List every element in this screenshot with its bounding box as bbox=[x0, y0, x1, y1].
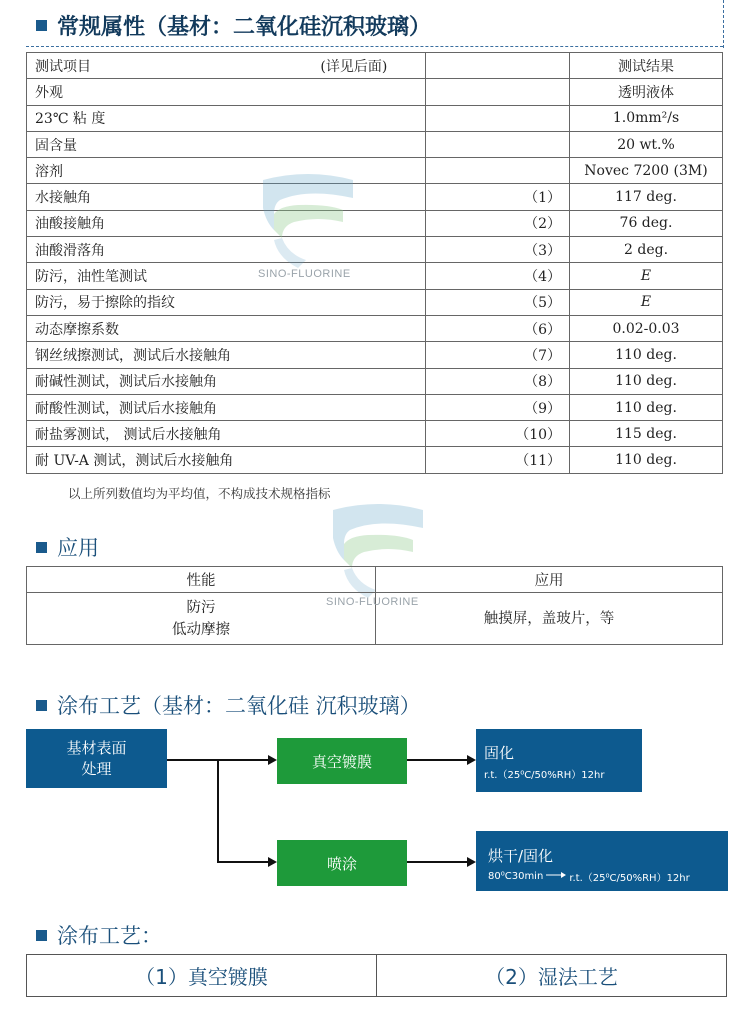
process-option-wet: （2）湿法工艺 bbox=[485, 965, 618, 989]
property-name-cell: 防污，易于擦除的指纹 bbox=[27, 289, 426, 315]
header-ref-cell bbox=[426, 53, 570, 79]
property-result-cell: 76 deg. bbox=[570, 210, 723, 236]
flow-connector bbox=[217, 759, 219, 863]
property-name-cell: 耐盐雾测试， 测试后水接触角 bbox=[27, 421, 426, 447]
coating-flow-title bbox=[36, 690, 421, 720]
table-row bbox=[27, 158, 723, 184]
table-row bbox=[27, 289, 723, 315]
table-row bbox=[27, 447, 723, 473]
header-dashed-divider bbox=[723, 0, 724, 48]
application-performance-cell bbox=[27, 593, 376, 645]
flow-bake-title: 烘干/固化 bbox=[488, 847, 554, 865]
flow-start-line2: 处理 bbox=[81, 759, 112, 778]
flow-cure-title: 固化 bbox=[484, 744, 515, 762]
property-ref-cell: （10） bbox=[426, 421, 570, 447]
property-name-cell: 动态摩擦系数 bbox=[27, 315, 426, 341]
property-ref-cell: （11） bbox=[426, 447, 570, 473]
general-properties-title bbox=[36, 10, 431, 41]
property-ref-cell: （1） bbox=[426, 184, 570, 210]
table-row bbox=[27, 263, 723, 289]
property-ref-cell: （4） bbox=[426, 263, 570, 289]
flow-connector bbox=[167, 759, 273, 761]
process-options-table bbox=[26, 954, 727, 997]
section-bullet-icon bbox=[36, 542, 47, 553]
flow-spray-box: 喷涂 bbox=[277, 840, 407, 886]
header-test-result: 测试结果 bbox=[570, 53, 723, 79]
flow-connector bbox=[217, 861, 273, 863]
values-note: 以上所列数值均为平均值，不构成技术规格指标 bbox=[68, 486, 331, 501]
property-result-cell: 115 deg. bbox=[570, 421, 723, 447]
flow-bake-detail: 80⁰C30min r.t.（25⁰C/50%RH）12hr bbox=[488, 871, 690, 884]
property-result-cell: 2 deg. bbox=[570, 237, 723, 263]
watermark-text: SINO-FLUORINE bbox=[258, 268, 351, 280]
property-ref-cell bbox=[426, 79, 570, 105]
table-row bbox=[27, 421, 723, 447]
flow-bake-box bbox=[476, 831, 728, 891]
property-result-cell: E bbox=[570, 263, 723, 289]
table-row bbox=[27, 394, 723, 420]
table-row bbox=[27, 184, 723, 210]
coating-flow-title-text: 涂布工艺（基材：二氧化硅 沉积玻璃） bbox=[57, 694, 421, 718]
property-ref-cell: （9） bbox=[426, 394, 570, 420]
property-ref-cell bbox=[426, 131, 570, 157]
table-row bbox=[27, 79, 723, 105]
property-name-cell: 耐碱性测试，测试后水接触角 bbox=[27, 368, 426, 394]
property-name-cell: 耐酸性测试，测试后水接触角 bbox=[27, 394, 426, 420]
section-bullet-icon bbox=[36, 930, 47, 941]
property-name-cell: 外观 bbox=[27, 79, 426, 105]
property-result-cell: 110 deg. bbox=[570, 394, 723, 420]
arrow-right-icon bbox=[545, 871, 567, 882]
process-option-vacuum: （1）真空镀膜 bbox=[27, 955, 377, 996]
property-name-cell: 溶剂 bbox=[27, 158, 426, 184]
flow-start-line1: 基材表面 bbox=[66, 738, 127, 757]
performance-low-friction: 低动摩擦 bbox=[172, 621, 230, 638]
property-name-cell: 23℃ 粘 度 bbox=[27, 105, 426, 131]
header-ref-note: (详见后面) bbox=[320, 58, 388, 75]
property-result-cell: 0.02-0.03 bbox=[570, 315, 723, 341]
property-result-cell: 20 wt.% bbox=[570, 131, 723, 157]
property-result-cell: E bbox=[570, 289, 723, 315]
property-ref-cell bbox=[426, 158, 570, 184]
properties-table bbox=[26, 52, 723, 474]
header-dashed-underline bbox=[26, 46, 723, 47]
property-name-cell: 钢丝绒擦测试，测试后水接触角 bbox=[27, 342, 426, 368]
arrow-right-icon bbox=[467, 755, 476, 765]
flow-connector bbox=[407, 759, 469, 761]
table-row bbox=[27, 368, 723, 394]
property-result-cell: 110 deg. bbox=[570, 342, 723, 368]
table-row bbox=[27, 210, 723, 236]
property-name-cell: 油酸滑落角 bbox=[27, 237, 426, 263]
flow-cure-box bbox=[476, 729, 642, 792]
watermark-text-2: SINO-FLUORINE bbox=[326, 596, 419, 608]
section-bullet-icon bbox=[36, 700, 47, 711]
property-name-cell: 防污，油性笔测试 bbox=[27, 263, 426, 289]
arrow-right-icon bbox=[268, 755, 277, 765]
property-result-cell: 1.0mm²/s bbox=[570, 105, 723, 131]
property-ref-cell: （3） bbox=[426, 237, 570, 263]
property-ref-cell: （7） bbox=[426, 342, 570, 368]
property-ref-cell: （5） bbox=[426, 289, 570, 315]
property-result-cell: 透明液体 bbox=[570, 79, 723, 105]
property-ref-cell: （2） bbox=[426, 210, 570, 236]
property-result-cell: Novec 7200 (3M) bbox=[570, 158, 723, 184]
header-test-item: 测试项目 (详见后面) bbox=[27, 53, 426, 79]
table-row bbox=[27, 342, 723, 368]
process-title bbox=[36, 920, 162, 950]
property-result-cell: 117 deg. bbox=[570, 184, 723, 210]
process-title-text: 涂布工艺： bbox=[57, 924, 162, 948]
arrow-right-icon bbox=[268, 857, 277, 867]
flow-connector bbox=[407, 861, 469, 863]
application-header-use: 应用 bbox=[376, 567, 723, 593]
property-ref-cell: （6） bbox=[426, 315, 570, 341]
general-properties-title-text: 常规属性（基材：二氧化硅沉积玻璃） bbox=[57, 15, 432, 40]
performance-antifouling: 防污 bbox=[186, 599, 216, 616]
flow-cure-detail: r.t.（25⁰C/50%RH）12hr bbox=[484, 770, 605, 781]
flow-vacuum-box: 真空镀膜 bbox=[277, 738, 407, 784]
property-name-cell: 油酸接触角 bbox=[27, 210, 426, 236]
section-bullet-icon bbox=[36, 20, 47, 31]
sino-fluorine-logo-watermark bbox=[258, 170, 358, 270]
application-header-performance: 性能 bbox=[27, 567, 376, 593]
application-title-text: 应用 bbox=[57, 536, 99, 560]
property-name-cell: 水接触角 bbox=[27, 184, 426, 210]
property-ref-cell bbox=[426, 105, 570, 131]
table-header-row bbox=[27, 53, 723, 79]
property-name-cell: 固含量 bbox=[27, 131, 426, 157]
table-row bbox=[27, 105, 723, 131]
property-result-cell: 110 deg. bbox=[570, 368, 723, 394]
application-use-cell: 触摸屏，盖玻片，等 bbox=[376, 593, 723, 645]
flow-start-box bbox=[26, 729, 167, 788]
application-title bbox=[36, 532, 99, 562]
property-name-cell: 耐 UV-A 测试，测试后水接触角 bbox=[27, 447, 426, 473]
property-result-cell: 110 deg. bbox=[570, 447, 723, 473]
table-row bbox=[27, 237, 723, 263]
table-row bbox=[27, 131, 723, 157]
table-row bbox=[27, 315, 723, 341]
application-header-row bbox=[27, 567, 723, 593]
arrow-right-icon bbox=[467, 857, 476, 867]
property-ref-cell: （8） bbox=[426, 368, 570, 394]
